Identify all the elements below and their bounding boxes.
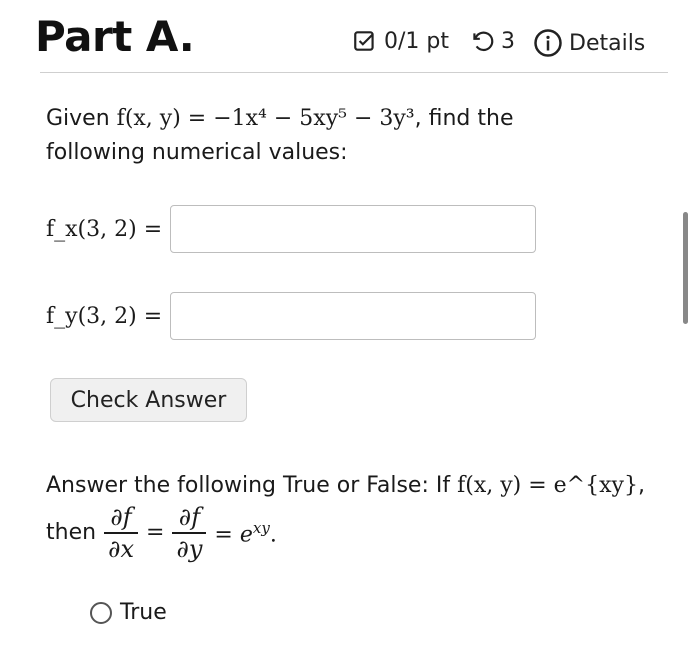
attempts-indicator (469, 28, 515, 54)
question-prompt (46, 102, 606, 170)
tf-intro: Answer the following True or False: If (46, 473, 451, 498)
retry-icon (469, 28, 495, 54)
fy-answer-row (46, 292, 536, 340)
question-header (0, 0, 700, 75)
fy-label: f_y(3, 2) = (46, 303, 163, 329)
option-true[interactable] (90, 600, 167, 625)
points-text: 0/1 pt (384, 28, 449, 54)
points-indicator (352, 28, 449, 54)
radio-true[interactable] (90, 602, 112, 624)
check-answer-button[interactable]: Check Answer (50, 378, 247, 422)
header-divider (40, 72, 668, 73)
details-label: Details (569, 30, 646, 56)
function-expression: f(x, y) = −1x⁴ − 5xy⁵ − 3y³ (116, 106, 415, 131)
fy-answer-input[interactable] (170, 292, 536, 340)
true-false-prompt: Answer the following True or False: If f(x, y) = e^{xy}, (46, 473, 645, 498)
checkbox-edit-icon (352, 28, 378, 54)
given-suffix: , find the following numerical values: (46, 106, 514, 165)
part-title: Part A. (35, 12, 195, 61)
fx-answer-input[interactable] (170, 205, 536, 253)
option-true-label: True (120, 600, 167, 625)
tf-function-expression: f(x, y) = e^{xy} (457, 473, 638, 498)
fx-answer-row (46, 205, 536, 253)
info-icon (533, 28, 563, 58)
df-dx-fraction: $\frac{\partial f}{\partial x}$ (104, 502, 138, 564)
tf-then: then (46, 520, 97, 546)
fx-label: f_x(3, 2) = (46, 216, 163, 242)
details-link[interactable] (533, 28, 645, 58)
attempts-text: 3 (501, 28, 515, 54)
given-prefix: Given (46, 106, 110, 131)
scrollbar[interactable] (683, 212, 688, 324)
tf-equation: then $\frac{\partial f}{\partial x}$ = $\frac{\partial f}{\partial y}$ = $e^{xy}$. (46, 503, 277, 563)
df-dy-fraction: $\frac{\partial f}{\partial y}$ (172, 502, 206, 564)
